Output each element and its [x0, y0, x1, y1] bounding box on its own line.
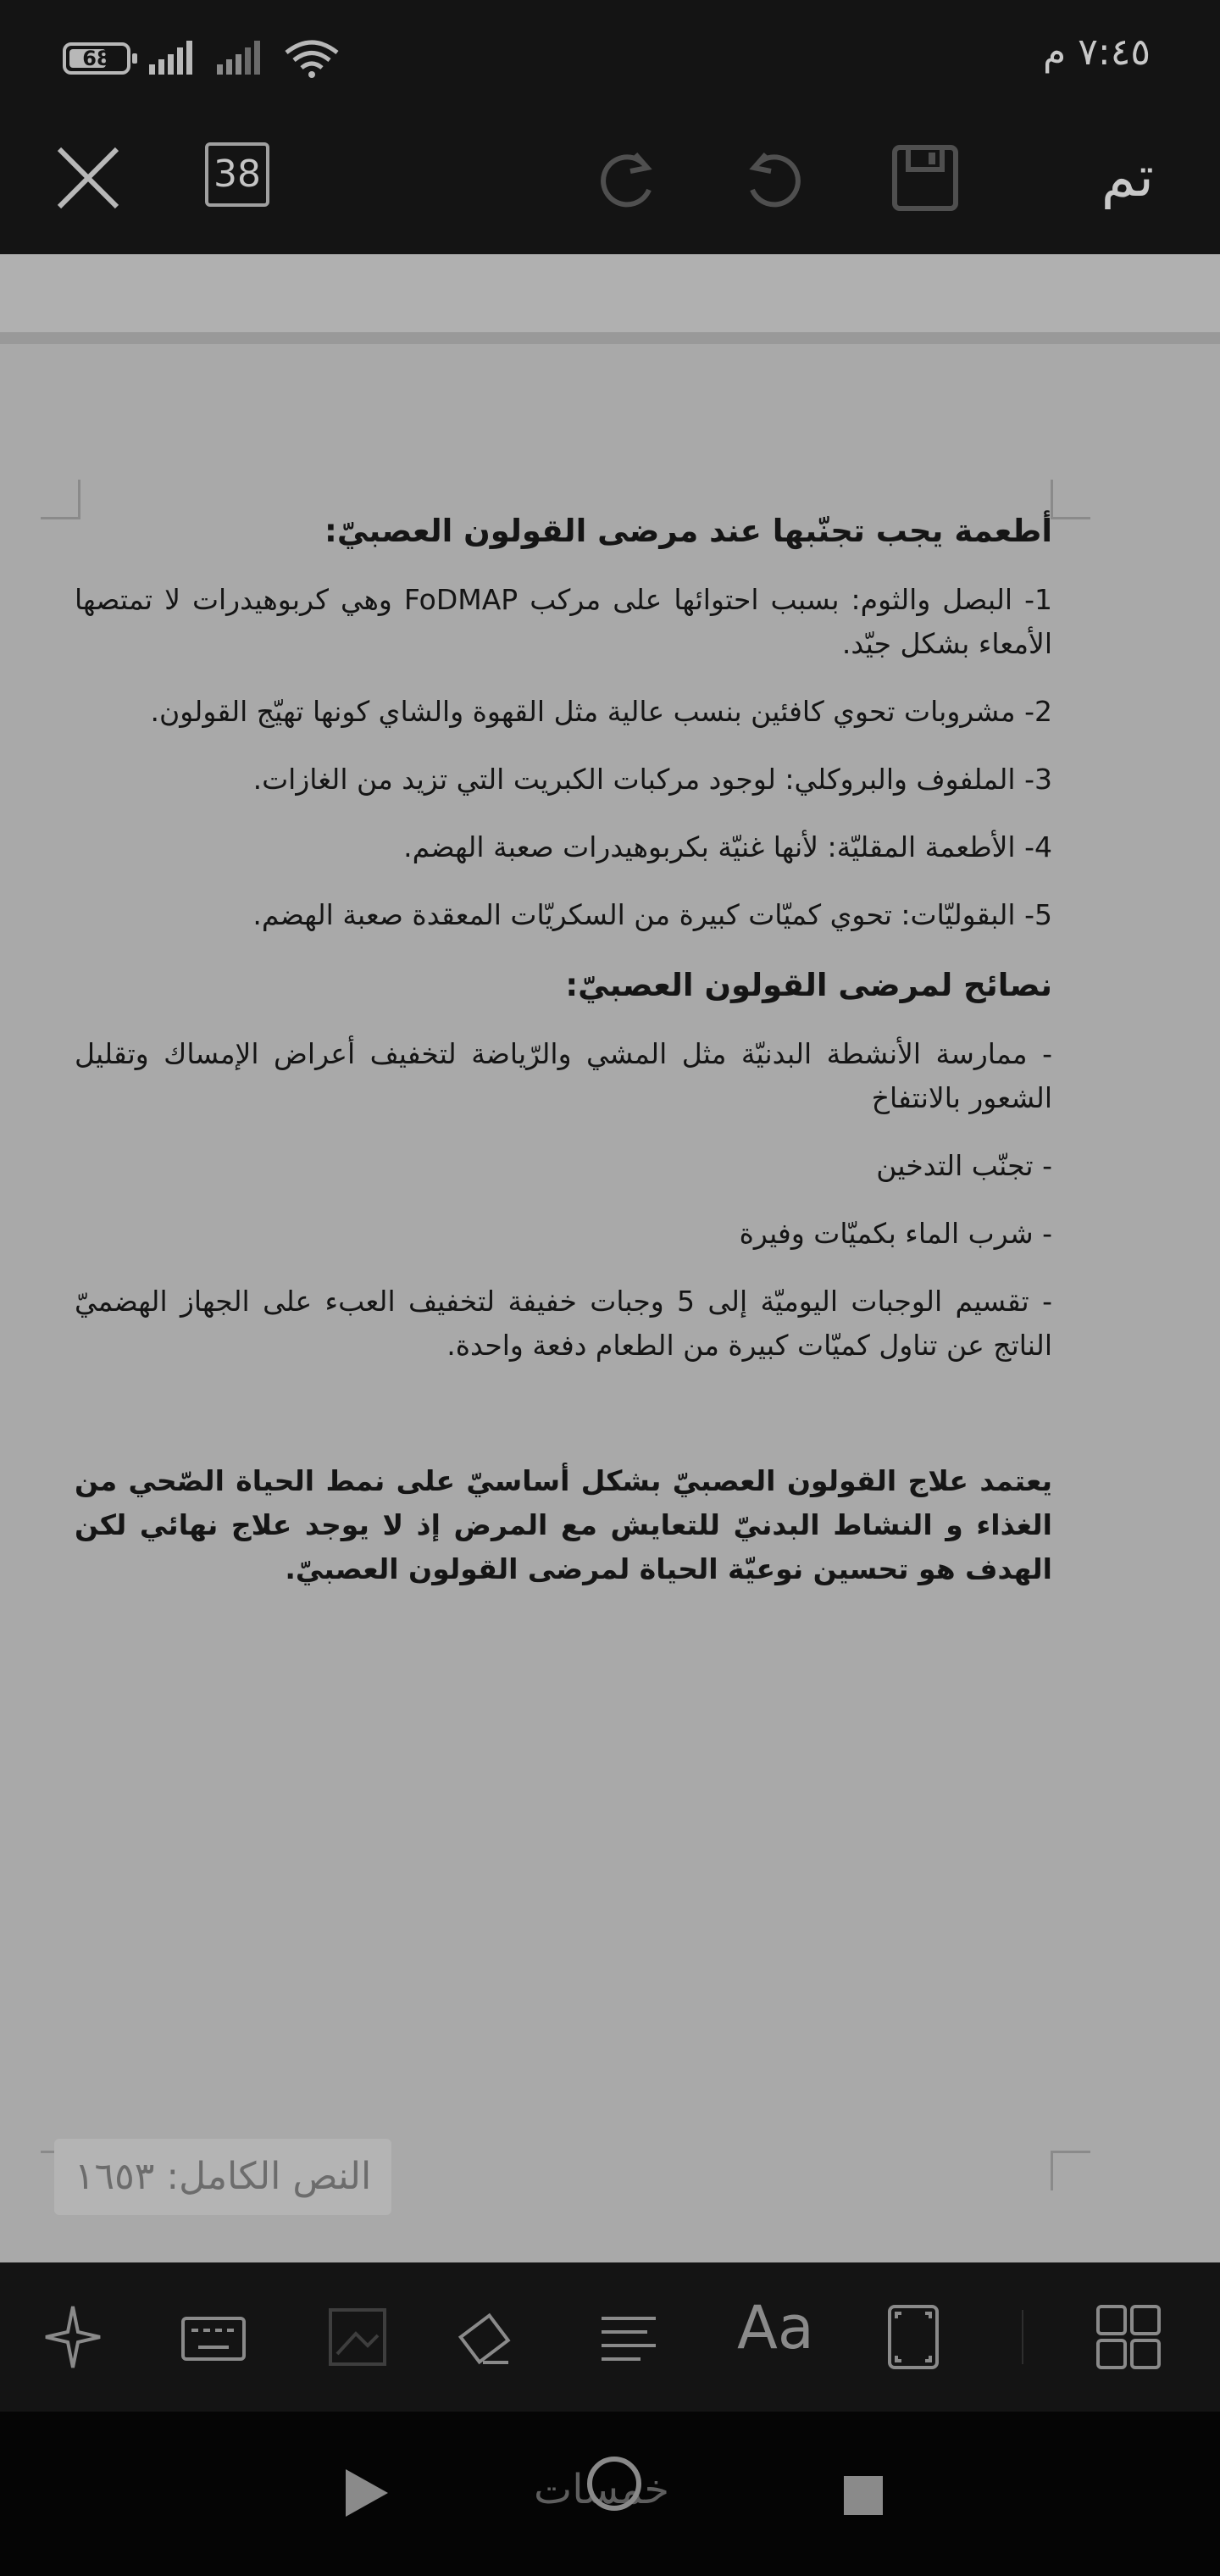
status-bar — [0, 0, 1220, 110]
battery-level: 68 — [82, 47, 111, 70]
list-item: - تجنّب التدخين — [876, 1149, 1052, 1182]
signal-icon — [149, 39, 202, 76]
toolbar-separator — [1022, 2310, 1023, 2364]
keyboard-icon[interactable] — [178, 2301, 249, 2373]
home-icon[interactable] — [585, 2454, 644, 2513]
align-icon[interactable] — [593, 2301, 664, 2373]
navigation-bar — [0, 2412, 1220, 2576]
signal-icon-2 — [217, 39, 269, 76]
pen-icon[interactable] — [37, 2301, 108, 2373]
undo-icon[interactable] — [734, 137, 815, 219]
page-divider — [0, 332, 1220, 344]
layout-icon[interactable] — [1093, 2301, 1164, 2373]
wifi-icon — [283, 39, 341, 80]
battery-icon — [63, 42, 130, 75]
list-item: 2- مشروبات تحوي كافئين بنسب عالية مثل القهوة والشاي كونها تهيّج القولون. — [150, 695, 1052, 728]
list-item: 5- البقوليّات: تحوي كميّات كبيرة من السكريّات المعقدة صعبة الهضم. — [252, 898, 1052, 931]
page-corner-marker — [1051, 480, 1090, 519]
word-count-label: النص الكامل: ١٦٥٣ — [54, 2139, 391, 2215]
image-icon[interactable] — [322, 2301, 393, 2373]
list-item: - ممارسة الأنشطة البدنيّة مثل المشي والرّياضة لتخفيف أعراض الإمساك وتقليل الشعور بالانتفاخ — [75, 1037, 1052, 1114]
list-item: 3- الملفوف والبروكلي: لوجود مركبات الكبريت التي تزيد من الغازات. — [252, 763, 1052, 796]
watermark-text: خمسات — [534, 2466, 670, 2513]
list-item: 1- البصل والثوم: بسبب احتوائها على مركب FoDMAP وهي كربوهيدرات لا تمتصها الأمعاء بشكل جيّد. — [75, 583, 1052, 660]
play-icon[interactable] — [341, 2466, 391, 2520]
list-item: 4- الأطعمة المقليّة: لأنها غنيّة بكربوهيدرات صعبة الهضم. — [403, 830, 1052, 863]
page-frame-icon[interactable] — [878, 2301, 949, 2373]
heading-tips: نصائح لمرضى القولون العصبيّ: — [565, 967, 1052, 1003]
list-item: - تقسيم الوجبات اليوميّة إلى 5 وجبات خفيفة لتخفيف العبء على الجهاز الهضميّ الناتج عن تناول كميّات كبيرة من الطعام دفعة واحدة. — [75, 1285, 1052, 1362]
save-icon[interactable] — [884, 137, 966, 219]
bottom-toolbar — [0, 2262, 1220, 2412]
list-item: - شرب الماء بكميّات وفيرة — [739, 1217, 1052, 1250]
redo-icon[interactable] — [586, 137, 668, 219]
status-time: ٧:٤٥ م — [1043, 31, 1151, 74]
stop-icon[interactable] — [844, 2476, 883, 2515]
document-body[interactable] — [75, 507, 1052, 1615]
close-icon[interactable] — [47, 137, 129, 219]
text-format-icon[interactable]: Aa — [737, 2293, 814, 2362]
document-header-band — [0, 254, 1220, 332]
conclusion-paragraph: يعتمد علاج القولون العصبيّ بشكل أساسيّ على نمط الحياة الصّحي من الغذاء و النشاط البدنيّ للتعايش مع المرض إذ لا يوجد علاج نهائي لكن الهدف هو تحسين نوعيّة الحياة لمرضى القولون العصبيّ. — [75, 1464, 1052, 1585]
heading-foods-to-avoid: أطعمة يجب تجنّبها عند مرضى القولون العصبيّ: — [324, 513, 1052, 549]
top-toolbar — [0, 110, 1220, 254]
page-count-button[interactable]: 38 — [205, 142, 269, 207]
page-corner-marker — [1051, 2151, 1090, 2190]
eraser-icon[interactable] — [449, 2301, 520, 2373]
done-button[interactable]: تم — [1101, 144, 1154, 209]
